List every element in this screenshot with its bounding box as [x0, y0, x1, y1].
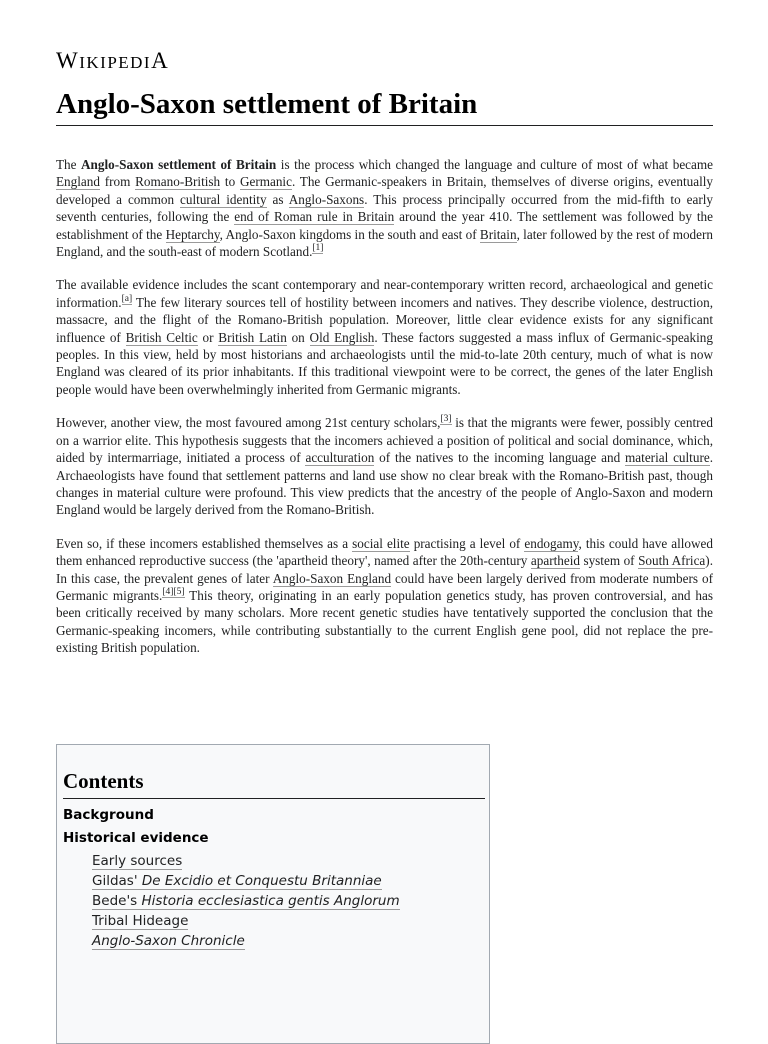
text: . This process principally occurred from the mid-fifth to early seventh centuries, following the — [56, 191, 713, 225]
reference-5[interactable] — [173, 587, 184, 598]
reference-link[interactable]: [1] — [312, 243, 324, 254]
toc-item-label: Anglo-Saxon Chronicle — [92, 933, 245, 949]
toc-list — [63, 805, 400, 951]
toc-item-gildas[interactable] — [63, 871, 400, 891]
toc-item-early-sources[interactable] — [63, 851, 400, 871]
link-endogamy[interactable]: endogamy — [524, 535, 579, 551]
wikipedia-logo[interactable] — [56, 48, 169, 74]
link-britain[interactable]: Britain — [479, 226, 517, 242]
article-body — [56, 156, 713, 673]
paragraph-4 — [56, 535, 713, 657]
text: The — [56, 157, 82, 172]
link-apartheid[interactable]: apartheid — [530, 553, 580, 569]
reference-link[interactable]: [5] — [173, 586, 185, 597]
toc-item-label: Early sources — [92, 853, 183, 869]
link-romano-british[interactable]: Romano-British — [135, 174, 221, 190]
link-end-of-roman-rule[interactable]: end of Roman rule in Britain — [234, 209, 395, 225]
toc-item-historical-evidence[interactable]: Historical evidence — [63, 830, 209, 846]
text: ). In this case, the prevalent genes of later — [56, 553, 713, 586]
toc-item-label — [92, 893, 400, 910]
text: . Archaeologists have found that settlement patterns and land use show no clear break with the Romano-British past, though changes in material culture were profound. This view predicts that the ancestry of the people of Anglo-Saxon and modern England would be largely derived from the Romano-British. — [56, 450, 713, 518]
link-social-elite[interactable]: social elite — [352, 535, 410, 551]
reference-link[interactable]: [4] — [162, 586, 174, 597]
note-a[interactable] — [122, 294, 133, 305]
text: around the year 410. The settlement was followed by the establishment of the — [56, 209, 713, 242]
page-title: Anglo-Saxon settlement of Britain — [56, 88, 478, 120]
link-british-latin[interactable]: British Latin — [218, 329, 287, 345]
table-of-contents — [56, 744, 490, 1044]
toc-divider — [63, 798, 485, 799]
reference-4[interactable] — [162, 587, 173, 598]
logo-letter: W — [56, 48, 80, 73]
text: from — [99, 174, 136, 190]
paragraph-1 — [56, 156, 713, 260]
text: The available evidence includes the scant contemporary and near-contemporary written record, archaeological and genetic information. — [56, 277, 713, 310]
text: , later followed by the rest of modern England, and the south-east of modern Scotland. — [56, 226, 713, 260]
text: This theory, originating in an early population genetics study, has proven controversial, and has been critically received by many scholars. More recent genetic studies have tentatively supported the conclusion that the Germanic-speaking incomers, while contributing substantially to the current English gene pool, did not replace the pre-existing British population. — [56, 587, 713, 656]
toc-title: Contents — [63, 769, 144, 793]
text: . These factors suggested a mass influx of Germanic-speaking peoples. In this view, held by most historians and archaeologists until the mid-to-late 20th century, much of what is now England was cleared of its prior inhabitants. If this traditional viewpoint were to be correct, the genes of the later English people would have been overwhelmingly inherited from Germanic migrants. — [56, 329, 713, 397]
toc-item-tribal-hideage[interactable] — [63, 911, 400, 931]
toc-item-bede[interactable] — [63, 891, 400, 911]
reference-3[interactable] — [440, 414, 451, 425]
text: is the process which changed the language and culture of most of what became — [276, 157, 713, 172]
text: on — [286, 329, 310, 345]
text: of the natives to the incoming language and — [374, 450, 626, 466]
text: Bede's — [92, 893, 142, 909]
toc-item-background[interactable]: Background — [63, 807, 154, 823]
link-heptarchy[interactable]: Heptarchy — [165, 226, 220, 242]
text: is that the migrants were fewer, possibly centred on a warrior elite. This hypothesis suggests that the incomers achieved a position of political and social dominance, which, aided by intermarriage, initiated a process of — [56, 415, 713, 466]
title-divider — [56, 125, 713, 126]
toc-item-label: Tribal Hideage — [92, 913, 189, 929]
article-subject-bold: Anglo-Saxon settlement of Britain — [81, 157, 277, 172]
logo-letter: A — [151, 48, 170, 73]
text: , this could have allowed them enhanced reproductive success (the 'apartheid theory', named after the 20th-century — [56, 535, 713, 569]
link-anglo-saxon-england[interactable]: Anglo-Saxon England — [272, 570, 392, 586]
text: as — [266, 191, 289, 207]
paragraph-3 — [56, 414, 713, 518]
text: However, another view, the most favoured among 21st century scholars, — [56, 415, 441, 431]
link-old-english[interactable]: Old English — [309, 329, 375, 345]
link-acculturation[interactable]: acculturation — [305, 450, 375, 466]
work-title: Historia ecclesiastica gentis Anglorum — [141, 893, 400, 909]
link-england[interactable]: England — [56, 174, 100, 190]
text: The few literary sources tell of hostility between incomers and natives. They describe violence, destruction, massacre, and the flight of the Romano-British population. Moreover, little clear evidence exists for any significant influence of — [56, 294, 713, 345]
paragraph-2 — [56, 276, 713, 398]
text: to — [220, 174, 240, 190]
text: , Anglo-Saxon kingdoms in the south and east of — [219, 226, 480, 242]
note-link[interactable]: [a] — [121, 293, 133, 304]
toc-item-label — [92, 873, 382, 890]
link-germanic[interactable]: Germanic — [239, 174, 292, 190]
text: could have been largely derived from moderate numbers of Germanic migrants. — [56, 570, 713, 603]
text: Gildas' — [92, 873, 142, 889]
text: . The Germanic-speakers in Britain, themselves of diverse origins, eventually developed a common — [56, 174, 713, 207]
link-cultural-identity[interactable]: cultural identity — [180, 191, 267, 207]
reference-link[interactable]: [3] — [440, 414, 452, 425]
reference-1[interactable] — [312, 243, 323, 254]
logo-letters: IKIPEDI — [79, 53, 152, 72]
link-south-africa[interactable]: South Africa — [638, 553, 706, 569]
text: Even so, if these incomers established themselves as a — [56, 535, 353, 551]
text: or — [197, 329, 219, 345]
toc-item-anglo-saxon-chronicle[interactable] — [63, 931, 400, 951]
link-anglo-saxons[interactable]: Anglo-Saxons — [288, 191, 365, 207]
link-material-culture[interactable]: material culture — [625, 450, 710, 466]
work-title: De Excidio et Conquestu Britanniae — [141, 873, 382, 889]
text: system of — [579, 553, 639, 569]
link-british-celtic[interactable]: British Celtic — [125, 329, 198, 345]
text: practising a level of — [409, 535, 525, 551]
